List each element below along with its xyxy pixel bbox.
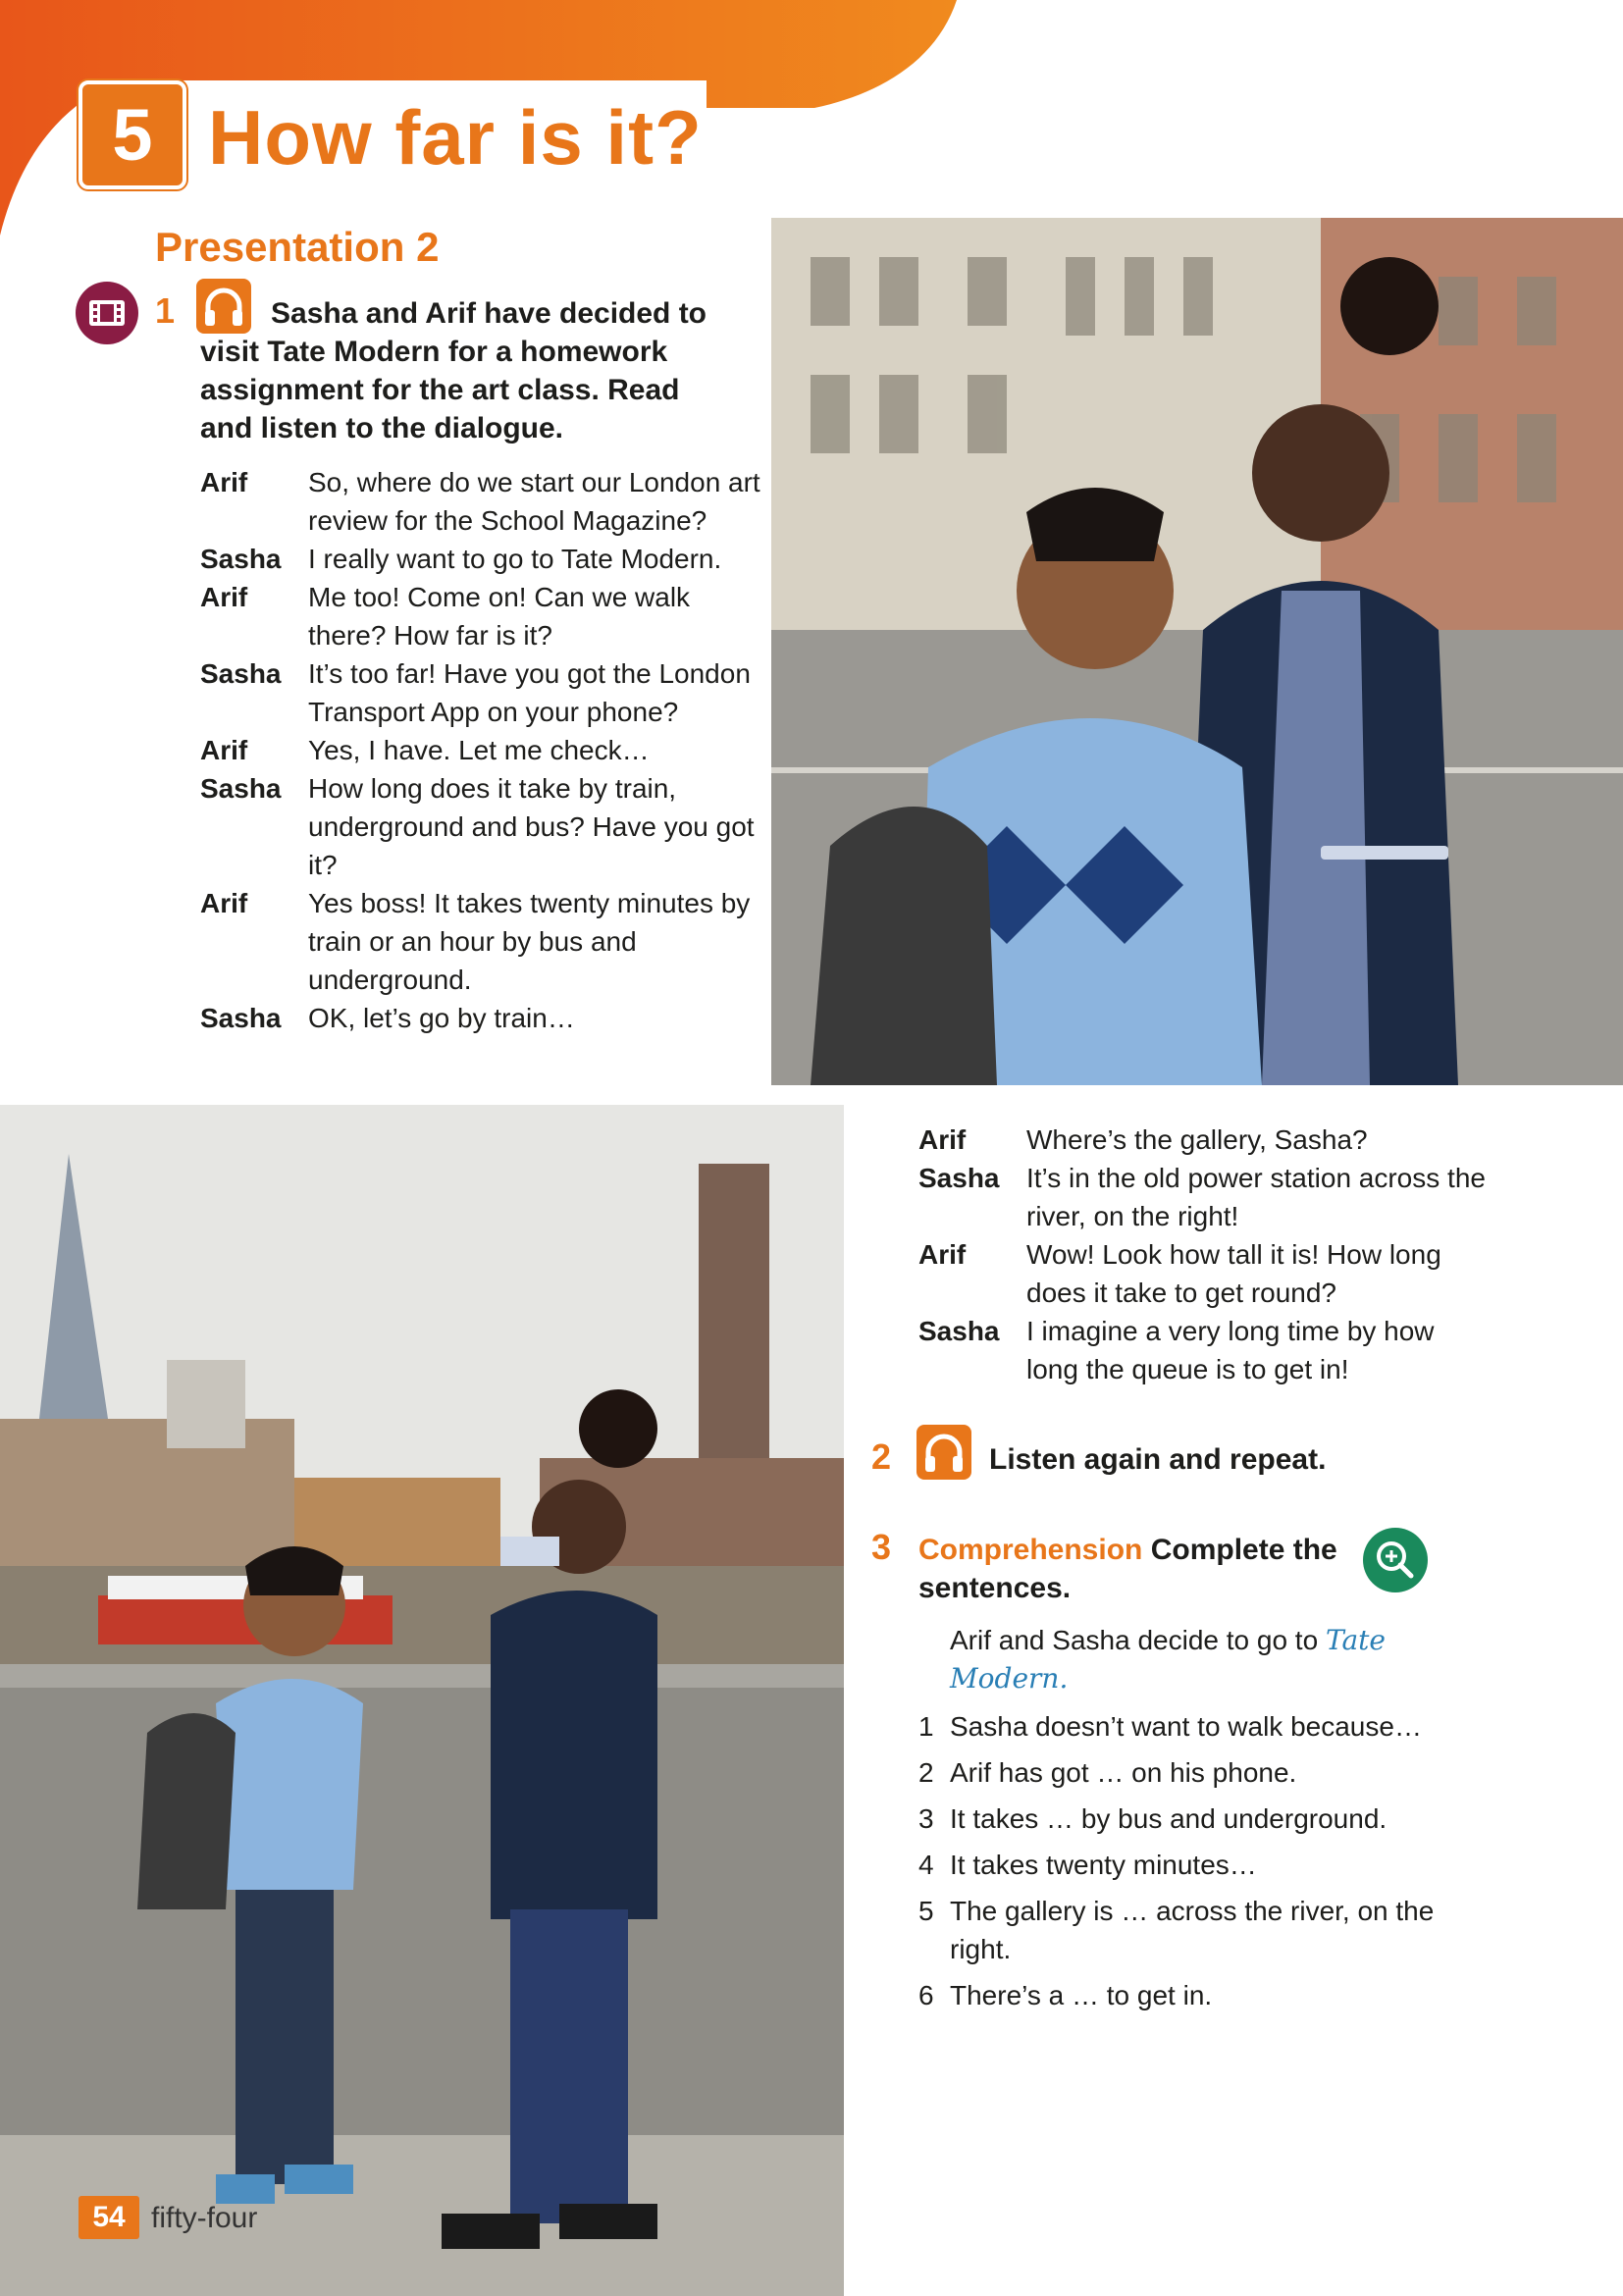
dialogue-row	[200, 731, 769, 769]
dialogue-line: Yes, I have. Let me check…	[308, 735, 650, 765]
dialogue-row	[200, 654, 769, 731]
page-number-badge	[79, 2196, 139, 2239]
sentence-number: 2	[918, 1757, 934, 1788]
comprehension-sentence	[918, 1976, 1448, 2014]
dialogue-line: Where’s the gallery, Sasha?	[1026, 1124, 1368, 1155]
comprehension-sentence	[918, 1892, 1448, 1968]
exercise-2-number: 2	[871, 1436, 892, 1477]
comprehension-sentences	[918, 1707, 1448, 2022]
dialogue-row	[918, 1312, 1488, 1388]
dialogue-speaker: Sasha	[918, 1163, 1000, 1193]
sentence-text: Sasha doesn’t want to walk because…	[950, 1711, 1422, 1742]
dialogue-line: Wow! Look how tall it is! How long does it take to get round?	[1026, 1239, 1441, 1308]
dialogue-part-1	[200, 463, 769, 1037]
headphones-icon[interactable]	[916, 1425, 971, 1480]
dialogue-speaker: Arif	[200, 467, 248, 497]
dialogue-row	[200, 578, 769, 654]
film-icon[interactable]	[75, 281, 139, 345]
dialogue-row	[918, 1159, 1488, 1235]
exercise-3-instruction: Complete the sentences.	[918, 1534, 1337, 1604]
dialogue-line: How long does it take by train, underground and bus? Have you got it?	[308, 773, 755, 880]
unit-number-badge	[79, 80, 186, 189]
dialogue-speaker: Arif	[918, 1124, 967, 1155]
sentence-number: 3	[918, 1803, 934, 1834]
exercise-2-instruction: Listen again and repeat.	[989, 1443, 1327, 1476]
exercise-3-label: Comprehension	[918, 1534, 1143, 1566]
dialogue-row	[200, 999, 769, 1037]
dialogue-speaker: Arif	[200, 888, 248, 918]
dialogue-line: OK, let’s go by train…	[308, 1003, 575, 1033]
sentence-text: It takes twenty minutes…	[950, 1850, 1257, 1880]
dialogue-line: It’s too far! Have you got the London Transport App on your phone?	[308, 658, 751, 727]
sentence-text: There’s a … to get in.	[950, 1980, 1213, 2010]
dialogue-speaker: Sasha	[200, 658, 282, 689]
dialogue-speaker: Sasha	[918, 1316, 1000, 1346]
photo-kids-by-river	[0, 1105, 844, 2296]
example-sentence	[950, 1621, 1421, 1697]
section-title: Presentation 2	[155, 224, 440, 270]
exercise-3-number: 3	[871, 1527, 892, 1567]
example-answer: Tate Modern.	[950, 1624, 1386, 1695]
dialogue-speaker: Sasha	[200, 1003, 282, 1033]
dialogue-line: Yes boss! It takes twenty minutes by train or an hour by bus and underground.	[308, 888, 751, 995]
sentence-text: Arif has got … on his phone.	[950, 1757, 1297, 1788]
dialogue-line: Me too! Come on! Can we walk there? How far is it?	[308, 582, 691, 651]
page-number: 54	[92, 2201, 126, 2233]
dialogue-row	[200, 769, 769, 884]
dialogue-speaker: Arif	[200, 582, 248, 612]
sentence-number: 5	[918, 1896, 934, 1926]
comprehension-sentence	[918, 1846, 1448, 1884]
dialogue-line: So, where do we start our London art review for the School Magazine?	[308, 467, 760, 536]
dialogue-part-2	[918, 1121, 1488, 1388]
comprehension-sentence	[918, 1753, 1448, 1792]
sentence-number: 6	[918, 1980, 934, 2010]
sentence-number: 4	[918, 1850, 934, 1880]
magnifier-plus-icon[interactable]	[1362, 1527, 1429, 1593]
dialogue-line: It’s in the old power station across the river, on the right!	[1026, 1163, 1486, 1231]
dialogue-row	[200, 463, 769, 540]
dialogue-row	[200, 540, 769, 578]
exercise-1-number: 1	[155, 290, 176, 331]
comprehension-sentence	[918, 1707, 1448, 1746]
exercise-1-instruction: Sasha and Arif have decided to visit Tate Modern for a homework assignment for the art class. Read and listen to the dialogue.	[200, 297, 707, 444]
sentence-text: It takes … by bus and underground.	[950, 1803, 1387, 1834]
sentence-text: The gallery is … across the river, on the right.	[950, 1896, 1435, 1964]
sentence-number: 1	[918, 1711, 934, 1742]
dialogue-speaker: Arif	[200, 735, 248, 765]
dialogue-row	[918, 1121, 1488, 1159]
dialogue-line: I imagine a very long time by how long the queue is to get in!	[1026, 1316, 1435, 1384]
dialogue-speaker: Arif	[918, 1239, 967, 1270]
dialogue-row	[918, 1235, 1488, 1312]
unit-number: 5	[112, 94, 153, 176]
dialogue-row	[200, 884, 769, 999]
dialogue-speaker: Sasha	[200, 773, 282, 804]
comprehension-sentence	[918, 1800, 1448, 1838]
page-number-words: fifty-four	[151, 2202, 258, 2234]
dialogue-speaker: Sasha	[200, 544, 282, 574]
example-text: Arif and Sasha decide to go to	[950, 1625, 1319, 1655]
exercise-3-instruction-block	[918, 1531, 1370, 1607]
unit-title: How far is it?	[208, 94, 703, 181]
photo-kids-checking-phone	[771, 218, 1623, 1085]
dialogue-line: I really want to go to Tate Modern.	[308, 544, 722, 574]
